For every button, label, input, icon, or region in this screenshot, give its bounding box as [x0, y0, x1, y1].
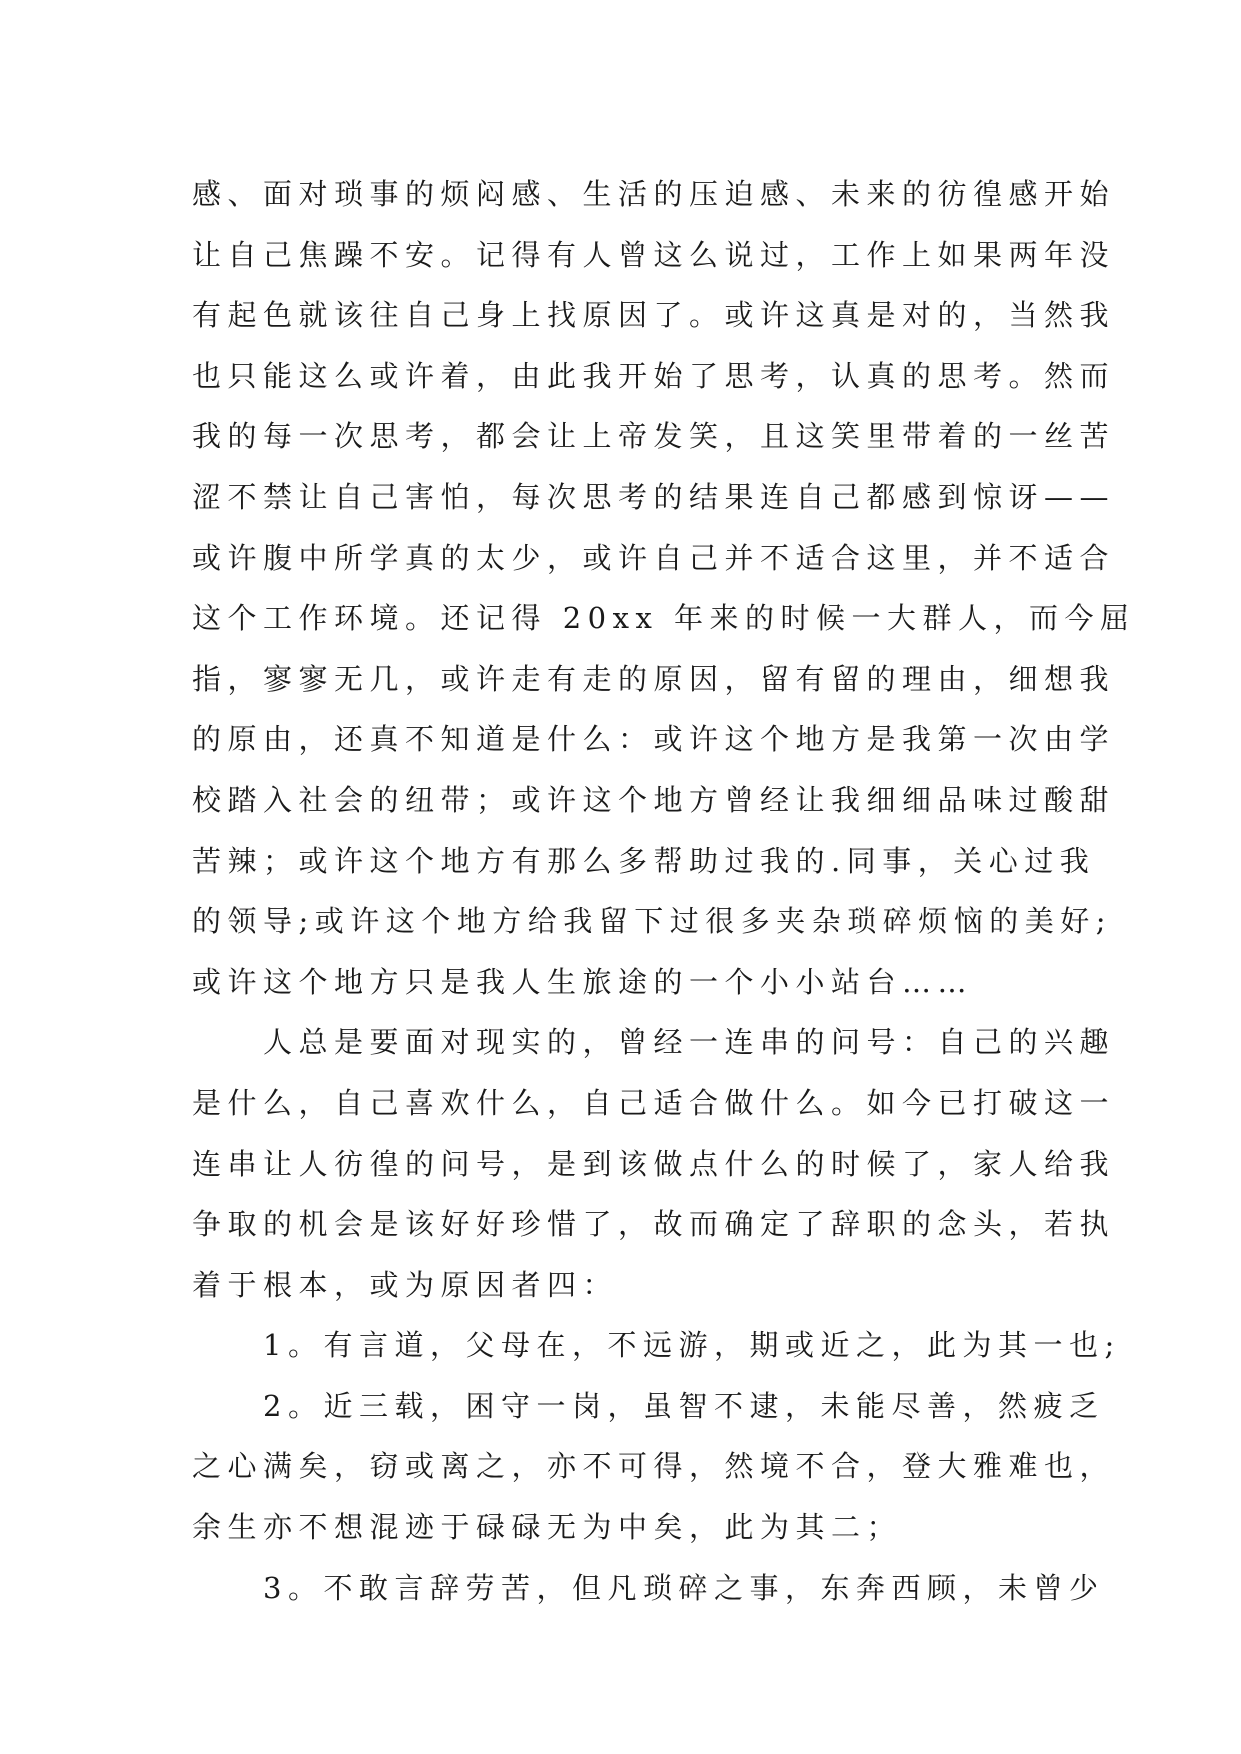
text-line: 感、面对琐事的烦闷感、生活的压迫感、未来的彷徨感开始: [192, 177, 1116, 211]
text-line: 争取的机会是该好好珍惜了，故而确定了辞职的念头，若执: [192, 1207, 1116, 1242]
text-line: 让自己焦躁不安。记得有人曾这么说过，工作上如果两年没: [192, 237, 1116, 272]
text-line: 是什么，自己喜欢什么，自己适合做什么。如今已打破这一: [192, 1085, 1116, 1120]
text-line: 连串让人彷徨的问号，是到该做点什么的时候了，家人给我: [192, 1146, 1116, 1181]
text-line: 涩不禁让自己害怕，每次思考的结果连自己都感到惊讶——: [192, 479, 1116, 514]
text-line: 之心满矣，窃或离之，亦不可得，然境不合，登大雅难也，: [192, 1449, 1116, 1484]
text-line: 2。近三载，困守一岗，虽智不逮，未能尽善，然疲乏: [192, 1388, 1105, 1423]
body-text: [192, 164, 1136, 1618]
text-line: 也只能这么或许着，由此我开始了思考，认真的思考。然而: [192, 358, 1116, 393]
text-line: 苦辣；或许这个地方有那么多帮助过我的.同事，关心过我: [192, 843, 1096, 878]
text-line: 余生亦不想混迹于碌碌无为中矣，此为其二；: [192, 1510, 903, 1545]
text-line: 或许这个地方只是我人生旅途的一个小小站台……: [192, 964, 974, 999]
text-line: 着于根本，或为原因者四：: [192, 1267, 619, 1302]
text-line: 的领导;或许这个地方给我留下过很多夹杂琐碎烦恼的美好;: [192, 904, 1113, 939]
text-line: 人总是要面对现实的，曾经一连串的问号：自己的兴趣: [192, 1025, 1116, 1060]
text-line: 1。有言道，父母在，不远游，期或近之，此为其一也;: [192, 1328, 1121, 1363]
text-line: 这个工作环境。还记得 20xx 年来的时候一大群人，而今屈: [192, 601, 1136, 636]
text-line: 或许腹中所学真的太少，或许自己并不适合这里，并不适合: [192, 540, 1116, 575]
text-line: 我的每一次思考，都会让上帝发笑，且这笑里带着的一丝苦: [192, 419, 1116, 454]
text-line: 的原由，还真不知道是什么：或许这个地方是我第一次由学: [192, 722, 1116, 757]
text-line: 3。不敢言辞劳苦，但凡琐碎之事，东奔西顾，未曾少: [192, 1570, 1105, 1605]
text-line: 有起色就该往自己身上找原因了。或许这真是对的，当然我: [192, 298, 1116, 333]
text-line: 校踏入社会的纽带；或许这个地方曾经让我细细品味过酸甜: [192, 782, 1116, 817]
text-line: 指，寥寥无几，或许走有走的原因，留有留的理由，细想我: [192, 661, 1116, 696]
